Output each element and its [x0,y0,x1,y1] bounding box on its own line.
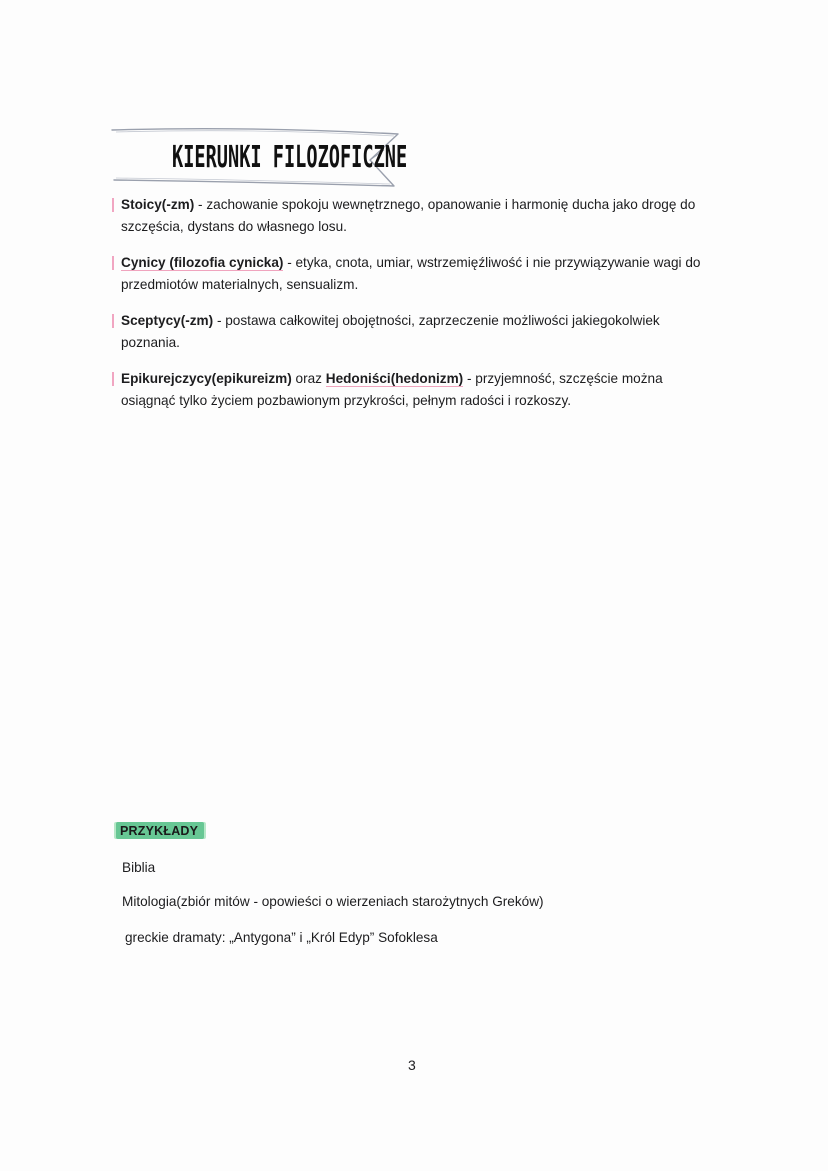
entry-term: Epikurejczycy(epikureizm) [121,371,292,386]
entry-connector: oraz [291,371,326,386]
entry-epikurejczycy [112,368,712,412]
entry-term-secondary: Hedoniści(hedonizm) [325,371,464,386]
pink-marker [112,256,114,270]
entry-term: Cynicy (filozofia cynicka) [121,255,284,270]
title-banner [108,120,418,198]
entry-term: Stoicy(-zm) [121,197,195,212]
entry-definition: - przyjemność, szczęście można osiągnąć tylko życiem pozbawionym przykrości, pełnym radości i rozkoszy. [121,371,663,408]
examples-section [116,822,716,945]
entry-definition: - etyka, cnota, umiar, wstrzemięźliwość i nie przywiązywanie wagi do przedmiotów materialnych, sensualizm. [121,255,701,292]
entry-stoicy [112,194,712,238]
example-item-biblia: Biblia [122,860,156,875]
page-number: 3 [408,1057,416,1073]
entry-definition: - postawa całkowitej obojętności, zaprzeczenie możliwości jakiegokolwiek poznania. [121,313,660,350]
entry-cynicy [112,252,712,296]
example-item-mitologia: Mitologia(zbiór mitów - opowieści o wierzeniach starożytnych Greków) [122,894,544,909]
example-item-dramaty: greckie dramaty: „Antygona” i „Król Edyp” Sofoklesa [125,930,438,945]
definitions-list [112,194,712,426]
page-title: KIERUNKI FILOZOFICZNE [172,140,408,175]
entry-definition: - zachowanie spokoju wewnętrznego, opanowanie i harmonię ducha jako drogę do szczęścia, dystans do własnego losu. [121,197,696,234]
examples-header: PRZYKŁADY [116,822,204,839]
pink-marker [112,372,114,386]
entry-sceptycy [112,310,712,354]
pink-marker [112,314,114,328]
entry-term: Sceptycy(-zm) [121,313,214,328]
pink-marker [112,198,114,212]
